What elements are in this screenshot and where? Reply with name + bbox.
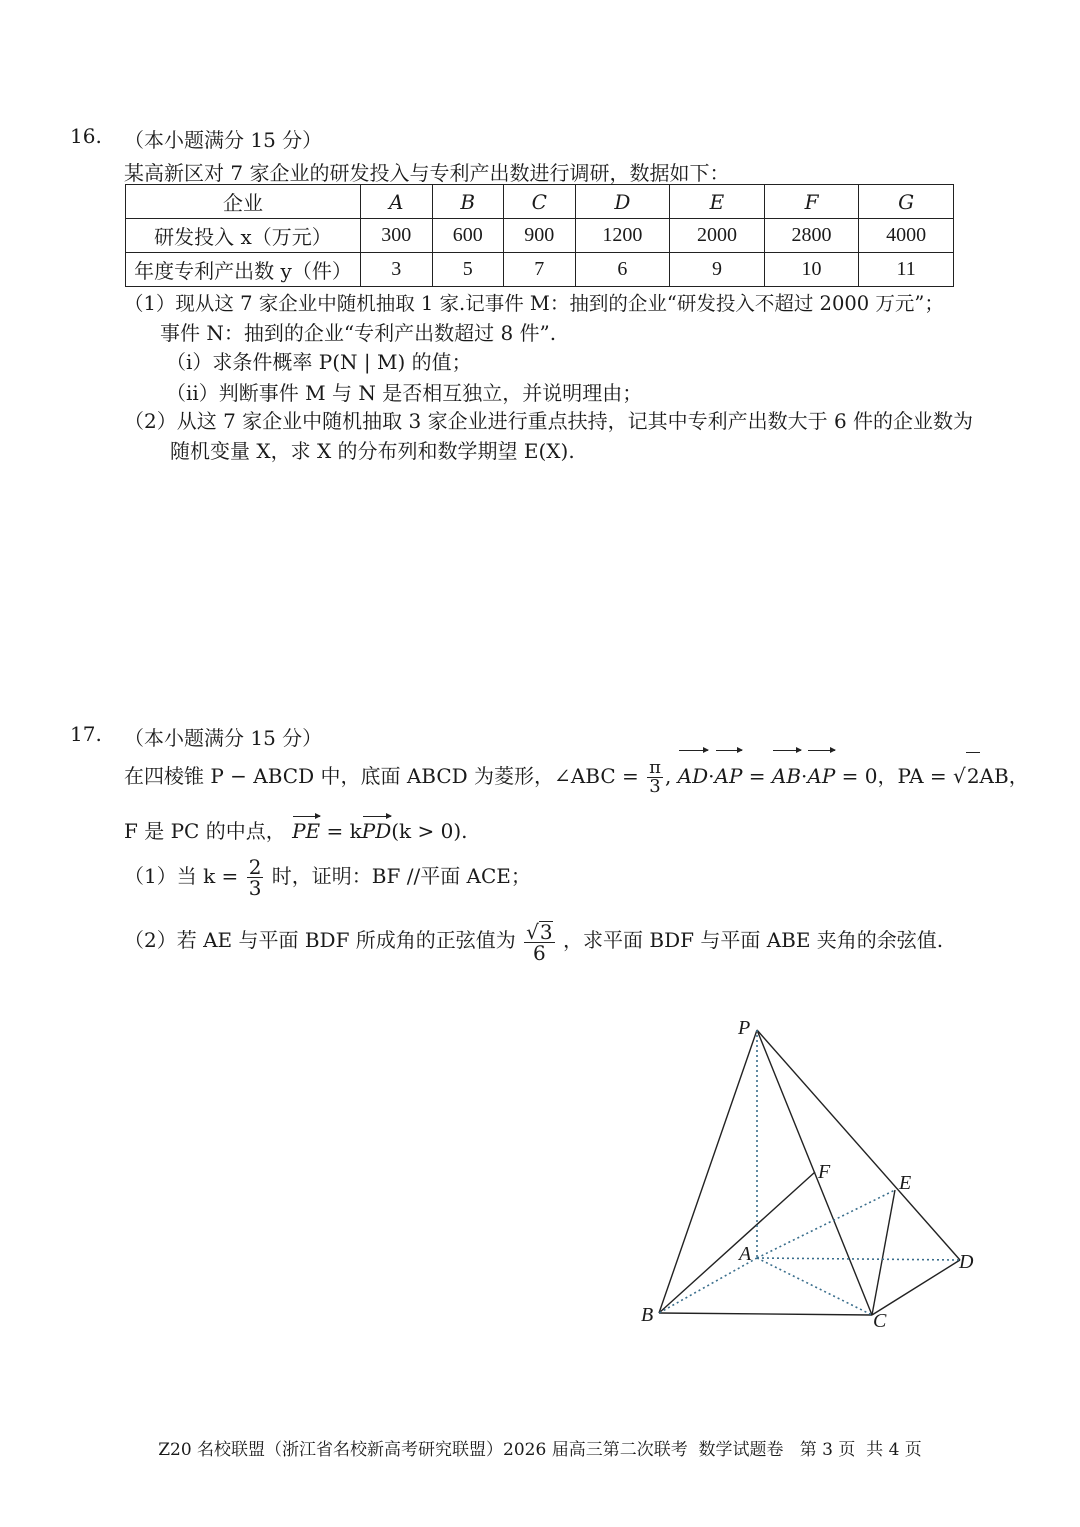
table-cell: 6: [575, 253, 670, 287]
q16-part1-ii: （ii）判断事件 M 与 N 是否相互独立，并说明理由；: [166, 381, 643, 405]
page-footer: Z20 名校联盟（浙江省名校新高考研究联盟）2026 届高三第二次联考 数学试题卷 第 3 页 共 4 页: [158, 1440, 922, 1460]
vertex-label-E: E: [899, 1172, 912, 1194]
vertex-label-A: A: [739, 1243, 752, 1265]
table-row-label: 企业: [126, 185, 361, 219]
edge-PD: [757, 1030, 960, 1260]
edge-PB: [659, 1030, 757, 1313]
table-cell: 11: [859, 253, 954, 287]
table-cell: 5: [432, 253, 504, 287]
hidden-edge-AC: [757, 1258, 872, 1315]
q17-line1-tail: AB，: [979, 764, 1029, 788]
q17-line2-text: F 是 PC 的中点，: [124, 819, 286, 843]
q16-part1-line2: 事件 N：抽到的企业“专利产出数超过 8 件”.: [160, 321, 557, 345]
fraction-numerator: π: [649, 757, 661, 778]
q17-line1-text: 在四棱锥 P − ABCD 中，底面 ABCD 为菱形，∠ABC =: [124, 764, 639, 788]
table-cell: G: [859, 185, 954, 219]
table-cell: 4000: [859, 219, 954, 253]
hidden-edge-AB: [659, 1258, 757, 1313]
vertex-label-C: C: [873, 1310, 887, 1332]
vertex-label-D: D: [959, 1251, 974, 1273]
vertex-label-P: P: [738, 1017, 751, 1039]
q16-number: 16.: [70, 124, 102, 148]
q16-part1-line1: （1）现从这 7 家企业中随机抽取 1 家.记事件 M：抽到的企业“研发投入不超过 2000 万元”；: [124, 292, 944, 315]
edge-BF: [659, 1172, 815, 1313]
sqrt-radicand: 3: [539, 919, 553, 944]
q17-part2-tail: ，求平面 BDF 与平面 ABE 夹角的余弦值.: [563, 928, 944, 952]
table-cell: B: [432, 185, 504, 219]
sqrt-radicand: 2: [966, 752, 980, 799]
table-cell: E: [670, 185, 765, 219]
fraction-denominator: 3: [647, 777, 663, 796]
q16-part2-line1: （2）从这 7 家企业中随机抽取 3 家企业进行重点扶持，记其中专利产出数大于 6 件的企业数为: [124, 409, 974, 433]
fraction-denominator: 3: [248, 876, 262, 900]
table-cell: 900: [504, 219, 576, 253]
vector-AD: AD: [678, 753, 708, 799]
vector-PE: PE: [292, 819, 321, 843]
vertex-label-B: B: [641, 1304, 654, 1326]
vector-AP: AP: [715, 753, 743, 799]
table-row-label: 年度专利产出数 y（件）: [126, 253, 361, 287]
q17-number: 17.: [70, 722, 102, 746]
q16-header: （本小题满分 15 分）: [124, 128, 323, 152]
table-cell: 9: [670, 253, 765, 287]
edge-CE: [872, 1190, 895, 1315]
q17-line1-eq0: = 0，PA =: [841, 764, 947, 788]
vertex-label-F: F: [818, 1161, 831, 1183]
q17-part2-text: （2）若 AE 与平面 BDF 所成角的正弦值为: [124, 928, 516, 952]
edge-CD: [872, 1260, 960, 1315]
table-cell: 1200: [575, 219, 670, 253]
fraction-numerator: √3: [526, 919, 553, 944]
table-row-label: 研发投入 x（万元）: [126, 219, 361, 253]
hidden-edge-AD: [757, 1258, 960, 1260]
table-cell: 600: [432, 219, 504, 253]
table-cell: 300: [361, 219, 433, 253]
fraction-numerator: 2: [248, 855, 262, 879]
q16-intro: 某高新区对 7 家企业的研发投入与专利产出数进行调研，数据如下：: [124, 161, 730, 185]
table-cell: 2800: [764, 219, 859, 253]
table-cell: 10: [764, 253, 859, 287]
q17-part1-text: （1）当 k =: [124, 864, 239, 888]
table-cell: 7: [504, 253, 576, 287]
vector-AP-2: AP: [807, 753, 835, 799]
q17-line1: 在四棱锥 P − ABCD 中，底面 ABCD 为菱形，∠ABC = $\frac{\pi}{3}$ , AD·AP = AB·AP = 0，PA = √2AB，: [124, 752, 1029, 799]
q17-part1-tail: 时，证明：BF //平面 ACE；: [271, 864, 531, 888]
q16-part2-line2: 随机变量 X，求 X 的分布列和数学期望 E(X).: [170, 439, 575, 463]
table-cell: 2000: [670, 219, 765, 253]
table-cell: 3: [361, 253, 433, 287]
table-cell: A: [361, 185, 433, 219]
table-cell: D: [575, 185, 670, 219]
edge-BC: [659, 1313, 872, 1315]
q17-header: （本小题满分 15 分）: [124, 726, 323, 750]
table-cell: F: [764, 185, 859, 219]
vector-AB: AB: [772, 753, 801, 799]
table-cell: C: [504, 185, 576, 219]
q17-line2-tail: (k > 0).: [391, 819, 468, 843]
vector-PD: PD: [361, 819, 392, 843]
fraction-denominator: 6: [524, 942, 554, 963]
q16-part1-i: （i）求条件概率 P(N | M) 的值；: [166, 350, 472, 374]
q17-line2-eq: = k: [326, 819, 362, 843]
